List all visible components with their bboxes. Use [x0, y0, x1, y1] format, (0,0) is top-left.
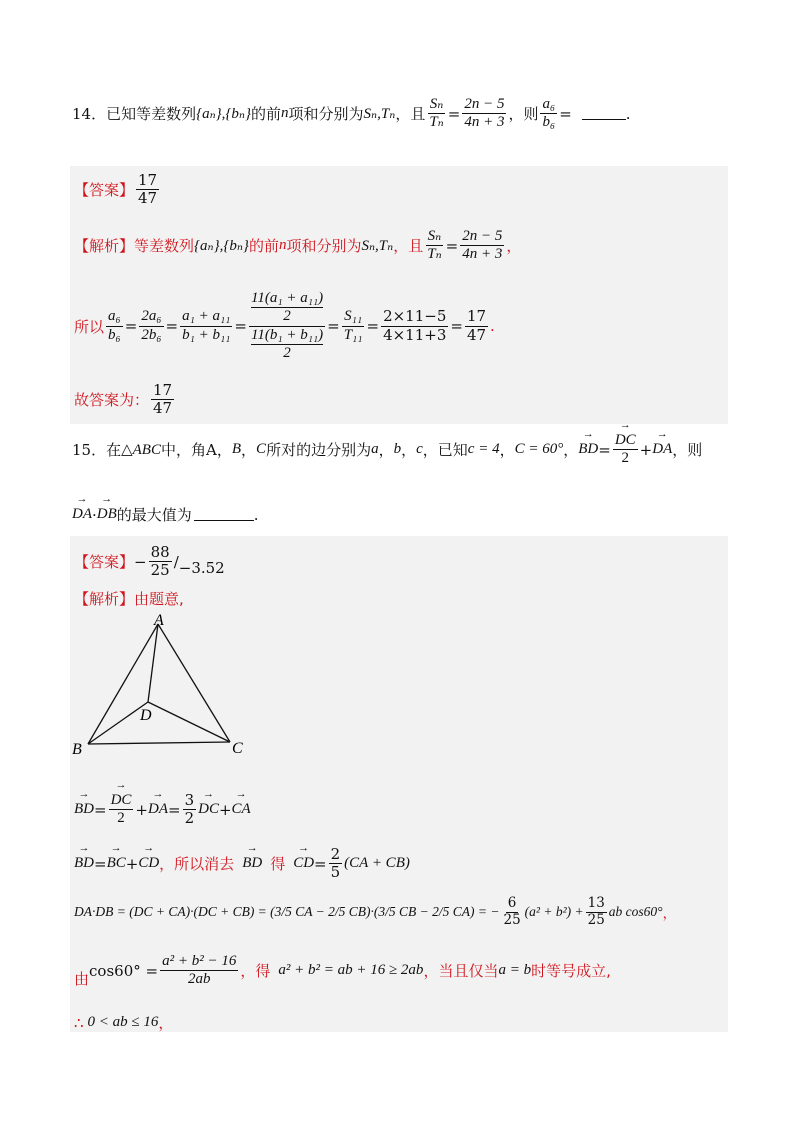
triangle-diagram [72, 612, 272, 762]
label-B: B [72, 741, 82, 758]
segment-BD [88, 702, 148, 744]
a15-line-5: ∴ 0 < ab ≤ 16 ， [74, 1013, 174, 1032]
therefore-symbol: ∴ [74, 1013, 84, 1032]
a15-line-1: → BD = → $\frac{DC}{2}$ + → DA = $\frac{3}{2}$ → DC + → CA [74, 792, 251, 828]
q15-line-1: 15． 在 △ABC 中，角 A ， B ， C 所对的边分别为 a ， b ， c ，已知 c = 4 ， C = 60° ， → BD = → $\frac{DC}{2}$ + → DA ，则 [72, 432, 702, 468]
q15-line-2: → DA · → DB 的最大值为 . [72, 504, 259, 525]
q14-n: n [281, 105, 289, 122]
label-A: A [154, 612, 164, 629]
a14-answer [74, 172, 161, 208]
a15-answer: 【答案】 − $\frac{88}{25}$ / −3.52 [74, 543, 225, 580]
q14-ratio: $\frac{\text{Sₙ}}{\text{Tₙ}}$ [429, 96, 444, 131]
vector-BD: → BD [578, 441, 598, 458]
edge-AB [88, 624, 158, 744]
q14-answer-blank [582, 107, 626, 120]
a14-final: 故答案为： $\frac{17}{47}$ [74, 381, 173, 418]
q14-text-e: ，则 [508, 105, 539, 124]
a14-analysis: 【解析】 等差数列 {aₙ},{bₙ} 的前 n 项和分别为 Sₙ,Tₙ ，且 $\frac{\text{Sₙ}}{\text{Tₙ}}$ = $\frac{2n - 5}{4n + 3}$ ， [74, 228, 522, 263]
analysis-label: 【解析】 [74, 237, 135, 256]
a15-line-4: 由 cos60° = $\frac{\text{a² + b² − 16}}{2ab}$ ，得 a² + b² = ab + 16 ≥ 2ab ，当且仅当 a = b 时等号成立, [74, 952, 611, 988]
edge-BC [88, 742, 230, 744]
a15-line-2: → BD = → BC + → CD ，所以消去 → BD 得 → CD = $\frac{2}{5}$ (CA + CB) [74, 846, 410, 882]
label-D: D [140, 707, 152, 724]
a15-line-3: DA·DB = (DC + CA)·(DC + CB) = (3/5 CA − 2/5 CB)·(3/5 CB − 2/5 CA) = − $\frac{6}{25}$ (a² + b²) + $\frac{13}{25}$ ab cos60° ， [74, 895, 677, 928]
a14-compound-frac: 11(a₁ + a₁₁) 2 11(b₁ + b₁₁) 2 [250, 290, 324, 361]
a15-analysis: 【解析】 由题意, [74, 590, 184, 608]
a14-answer-frac: $\frac{17}{47}$ [138, 171, 158, 208]
label-C: C [232, 740, 243, 757]
q14-line: 14． 已知等差数列 {aₙ},{bₙ} 的前 n 项和分别为 Sₙ,Tₙ ，且 $\frac{\text{Sₙ}}{\text{Tₙ}}$ = $\frac{2n - 5}{4n + 3}$ ，则 $\frac{\text{a₆}}{\text{b₆}}$ = . [72, 96, 631, 131]
q14-text-c: 项和分别为 [288, 105, 364, 124]
q14-rhs: $\frac{2n - 5}{4n + 3}$ [464, 96, 505, 131]
q14-seq: {aₙ},{bₙ} [196, 106, 252, 123]
q14-st: Sₙ,Tₙ [363, 106, 396, 123]
q14-text-b: 的前 [251, 105, 282, 124]
q14-ask: $\frac{\text{a₆}}{\text{b₆}}$ [542, 96, 556, 131]
a14-derivation: 所以 $\frac{\text{a₆}}{\text{b₆}}$ = $\frac{\text{2a₆}}{\text{2b₆}}$ = $\frac{\text{a₁ + a₁₁}}{\text{b₁ + b₁₁}}$ = 11(a₁ + a₁₁) 2 11(b₁ + b₁₁) 2 = $\frac{\text{S₁₁}}{\text{T₁₁}}$ = $\frac{2\times 11-5}{4\times 11+3}$ = $\frac{17}{47}$ . [74, 290, 495, 361]
segment-AD [148, 624, 158, 702]
q14-number: 14． [72, 105, 107, 124]
q15-number: 15． [72, 441, 107, 460]
q14-text-d: ，且 [395, 105, 426, 124]
q14-text-a: 已知等差数列 [106, 105, 197, 124]
q15-answer-blank [194, 508, 254, 521]
answer-label: 【答案】 [74, 181, 135, 200]
